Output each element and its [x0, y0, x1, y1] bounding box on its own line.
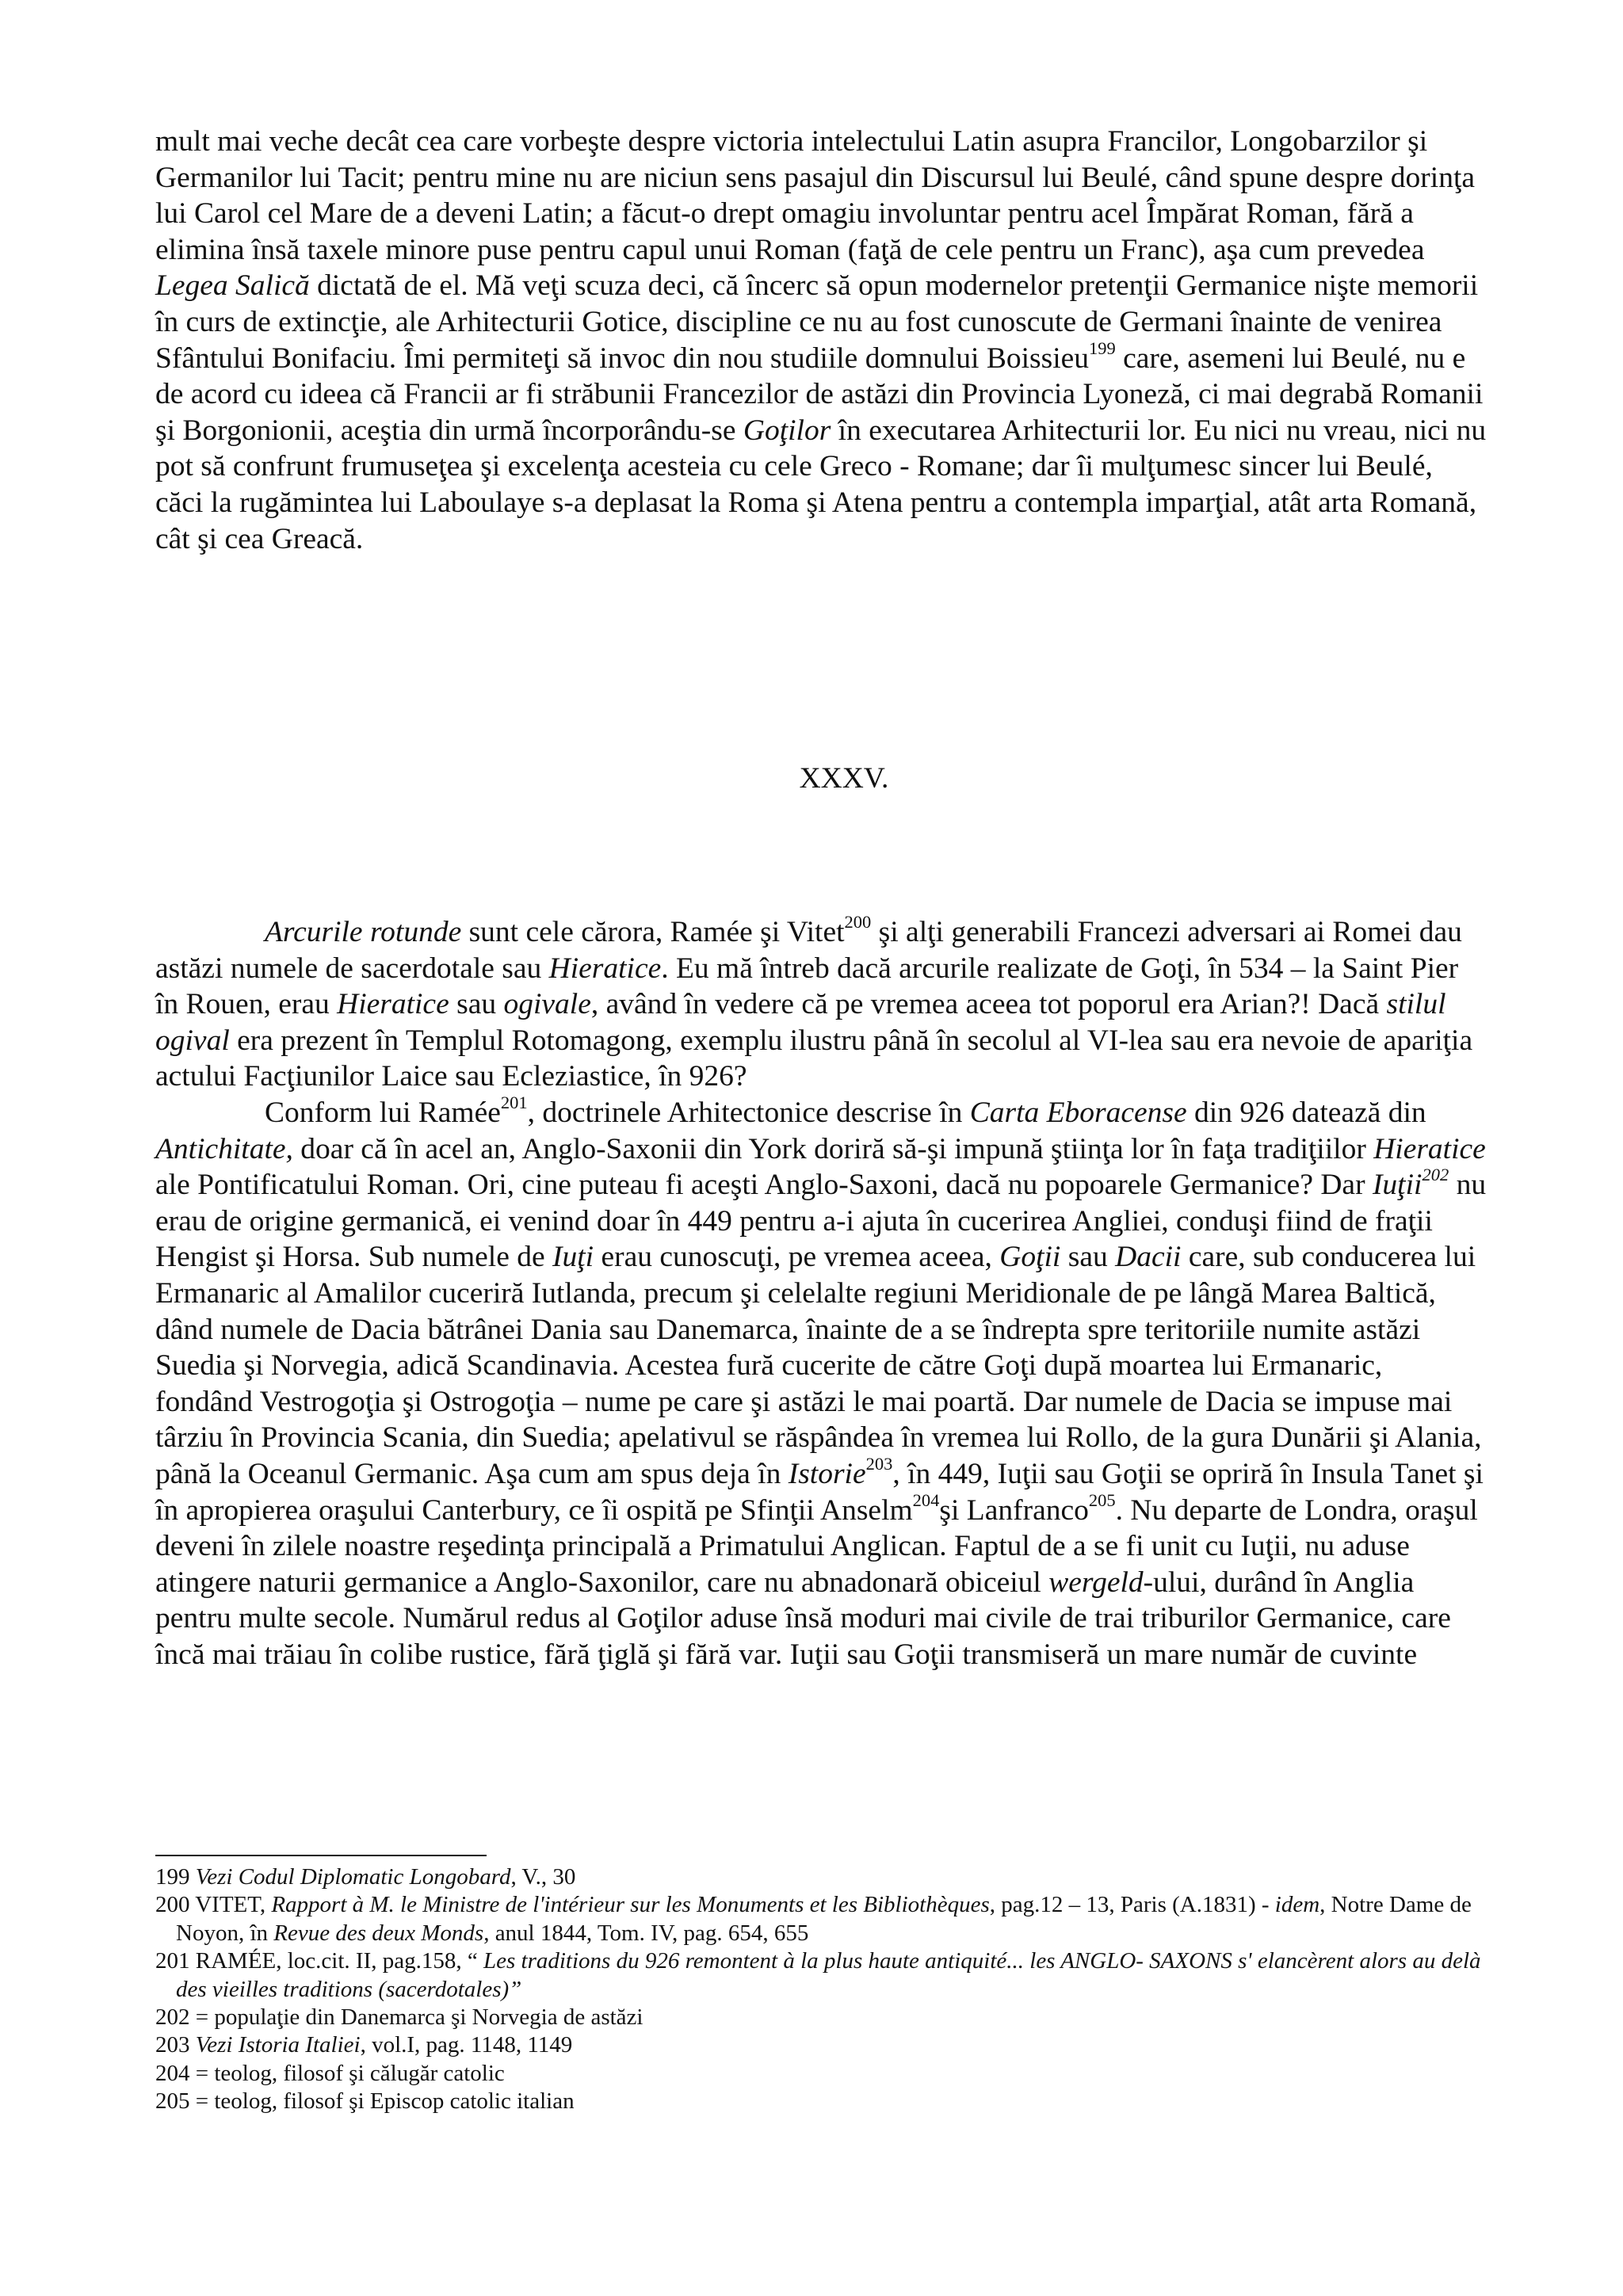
paragraph-conform [155, 1095, 1487, 1673]
italic-run: Iuţi [552, 1241, 594, 1274]
italic-run: Hieratice [1373, 1132, 1486, 1165]
footnotes [155, 1863, 1487, 2116]
footnote-ref: 203 [865, 1454, 893, 1474]
text-run: sau [449, 988, 504, 1021]
footnote-ref: 199 [1089, 338, 1116, 358]
italic-run: Antichitate, [155, 1132, 293, 1165]
text-run: şi alţi generabili Francezi adversari ai Romei dau astăzi numele de sacerdotale sau [155, 916, 1462, 985]
section-heading: XXXV. [799, 762, 889, 795]
footnote-204: 204 = teolog, filosof şi călugăr catolic [155, 2060, 505, 2086]
italic-run: Goţii [999, 1241, 1061, 1274]
italic-run: Dacii [1115, 1241, 1182, 1274]
footnote-separator [155, 1855, 487, 1856]
text-run: dictată de el. Mă veţi scuza deci, că încerc să opun modernelor pretenţii Germanice nişte memorii în curs de extincţie, ale Arhitecturii Gotice, discipline ce nu au fost cunoscute de Germani înainte de venirea Sfântului Bonifaciu. Îmi permiteţi să invoc din nou studiile domnului Boissieu [155, 269, 1479, 375]
text-run: , având în vedere că pe vremea aceea tot poporul era Arian?! Dacă [590, 988, 1387, 1021]
paragraph-arcurile [155, 914, 1487, 1095]
italic-run: Iuţii [1372, 1169, 1423, 1202]
text-run: şi Lanfranco [939, 1493, 1089, 1527]
italic-run: Istorie [788, 1457, 866, 1490]
footnote-202: 202 = populaţie din Danemarca şi Norvegia de astăzi [155, 2004, 643, 2031]
text-run: mult mai veche decât cea care vorbeşte despre victoria intelectului Latin asupra Francilor, Longobarzilor şi Germanilor lui Tacit; pentru mine nu are niciun sens pasajul din Discursul lui Beulé, când spune despre dorinţa lui Carol cel Mare de a deveni Latin; a făcut-o drept omagiu involuntar pentru acel Împărat Roman, fără a elimina însă taxele minore puse pentru capul unui Roman (faţă de cele pentru un Franc), aşa cum prevedea [155, 125, 1476, 266]
text-run: sunt cele cărora, Ramée şi Vitet [461, 916, 845, 948]
text-run: -ului, durând în Anglia pentru multe secole. Numărul redus al Goţilor aduse însă moduri mai civile de trai triburilor Germanice, care încă mai trăiau în colibe rustice, fără ţiglă şi fără var. Iuţii sau Goţii transmiseră un mare număr de cuvinte [155, 1566, 1451, 1671]
text-run: în executarea Arhitecturii lor. Eu nici nu vreau, nici nu pot să confrunt frumuseţea şi excelenţa acesteia cu cele Greco - Romane; dar îi mulţumesc sincer lui Beulé, căci la rugămintea lui Laboulaye s-a deplasat la Roma şi Atena pentru a contempla imparţial, atât arta Romană, cât şi cea Greacă. [155, 414, 1487, 555]
italic-run: Hieratice [337, 988, 449, 1021]
italic-run: stilul ogival [155, 988, 1446, 1057]
footnote-201: 201 RAMÉE, loc.cit. II, pag.158, “ Les traditions du 926 remontent à la plus haute antiquité... les ANGLO- SAXONS s' elancèrent alors au delà des vieilles traditions (sacerdotales)” [155, 1948, 1481, 2002]
paragraph-text [155, 124, 1487, 557]
footnote-199: 199 Vezi Codul Diplomatic Longobard, V., 30 [155, 1864, 576, 1890]
main-text [155, 914, 1487, 1672]
text-run: erau cunoscuţi, pe vremea aceea, [594, 1241, 1000, 1274]
italic-run: Legea Salică [155, 269, 310, 303]
italic-run: Hieratice [548, 952, 662, 985]
footnote-ref: 204 [912, 1489, 940, 1510]
footnote-ref: 205 [1088, 1489, 1116, 1510]
footnote-205: 205 = teolog, filosof şi Episcop catolic italian [155, 2088, 575, 2115]
text-run: Conform lui Ramée [265, 1096, 501, 1129]
continued-paragraph [155, 124, 1487, 557]
text-run: . Nu departe de Londra, oraşul deveni în zilele noastre reşedinţa principală a Primatului Anglican. Faptul de a se fi unit cu Iuţii, nu aduse atingere naturii germanice a Anglo-Saxonilor, care nu abnadonară obiceiul [155, 1493, 1478, 1599]
footnote-ref: 200 [844, 912, 872, 933]
italic-run: Goţilor [743, 414, 831, 447]
footnote-203: 203 Vezi Istoria Italiei, vol.I, pag. 1148, 1149 [155, 2032, 573, 2058]
footnote-ref: 202 [1422, 1165, 1449, 1185]
text-run: nu erau de origine germanică, ei venind doar în 449 pentru a-i ajuta în cucerirea Angliei, conduşi fiind de fraţii Hengist şi Horsa. Sub numele de [155, 1169, 1487, 1274]
text-run: , doctrinele Arhitectonice descrise în [527, 1096, 970, 1129]
italic-run: wergeld [1048, 1566, 1144, 1599]
text-run: din 926 datează din [1186, 1096, 1426, 1129]
text-run: ale Pontificatului Roman. Ori, cine puteau fi aceşti Anglo-Saxoni, dacă nu popoarele Germanice? Dar [155, 1169, 1373, 1202]
italic-run: Arcurile rotunde [265, 916, 462, 948]
text-run: doar că în acel an, Anglo-Saxonii din York doriră să-şi impună ştiinţa lor în faţa tradiţiilor [292, 1132, 1374, 1165]
text-run: . Eu mă întreb dacă arcurile realizate de Goţi, în 534 – la Saint Pier în Rouen, erau [155, 952, 1459, 1021]
footnote-200: 200 VITET, Rapport à M. le Ministre de l'intérieur sur les Monuments et les Bibliothèques, pag.12 – 13, Paris (A.1831) - idem, Notre Dame de Noyon, în Revue des deux Monds, anul 1844, Tom. IV, pag. 654, 655 [155, 1892, 1472, 1946]
text-run: sau [1060, 1241, 1116, 1274]
text-run: , în 449, Iuţii sau Goţii se opriră în Insula Tanet şi în apropierea oraşului Canterbury, ce îi ospită pe Sfinţii Anselm [155, 1457, 1484, 1527]
text-run: care, sub conducerea lui Ermanaric al Amalilor cuceriră Iutlanda, precum şi celelalte regiuni Meridionale de pe lângă Marea Baltică, dând numele de Dacia bătrânei Dania sau Danemarca, înainte de a se îndrepta spre teritoriile numite astăzi Suedia şi Norvegia, adică Scandinavia. Acestea fură cucerite de către Goţi după moartea lui Ermanaric, fondând Vestrogoţia şi Ostrogoţia – nume pe care şi astăzi le mai poartă. Dar numele de Dacia se impuse mai târziu în Provincia Scania, din Suedia; apelativul se răspândea în vremea lui Rollo, de la gura Dunării şi Alania, până la Oceanul Germanic. Aşa cum am spus deja în [155, 1241, 1482, 1490]
footnote-ref: 201 [500, 1093, 528, 1113]
text-run: era prezent în Templul Rotomagong, exemplu ilustru până în secolul al VI-lea sau era nevoie de apariţia actului Facţiunilor Laice sau Ecleziastice, în 926? [155, 1024, 1473, 1093]
italic-run: Carta Eboracense [969, 1096, 1187, 1129]
text-run: care, asemeni lui Beulé, nu e de acord cu ideea că Francii ar fi străbunii Francezilor de astăzi din Provincia Lyoneză, ci mai degrabă Romanii şi Borgonionii, aceştia din urmă încorporându-se [155, 341, 1484, 447]
italic-run: ogivale [503, 988, 591, 1021]
